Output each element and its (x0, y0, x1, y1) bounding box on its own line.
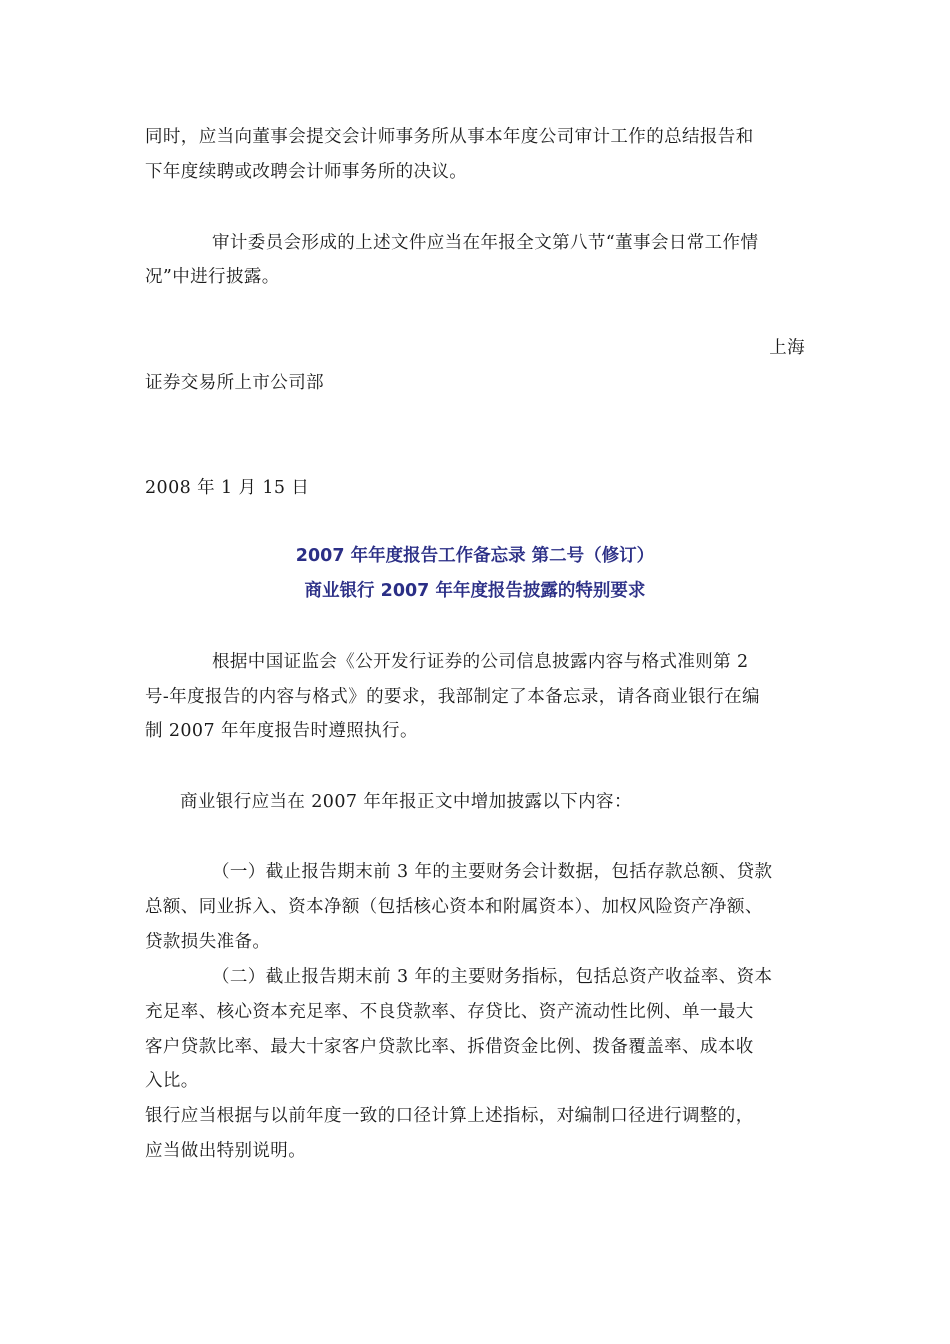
list-item-line: 客户贷款比率、最大十家客户贷款比率、拆借资金比例、拨备覆盖率、成本收 (145, 1037, 754, 1057)
paragraph-line: 商业银行应当在 2007 年年报正文中增加披露以下内容： (180, 792, 632, 812)
list-item-line: 充足率、核心资本充足率、不良贷款率、存贷比、资产流动性比例、单一最大 (145, 1002, 754, 1022)
list-item-line: 入比。 (145, 1071, 199, 1091)
memo-title: 2007 年年度报告工作备忘录 第二号（修订） (295, 546, 655, 566)
paragraph-line: 制 2007 年年度报告时遵照执行。 (145, 721, 418, 741)
list-item-line: 总额、同业拆入、资本净额（包括核心资本和附属资本）、加权风险资产净额、 (145, 897, 763, 917)
paragraph-line: 下年度续聘或改聘会计师事务所的决议。 (145, 162, 468, 182)
paragraph-line: 银行应当根据与以前年度一致的口径计算上述指标，对编制口径进行调整的， (145, 1106, 754, 1126)
memo-subtitle: 商业银行 2007 年年度报告披露的特别要求 (304, 581, 646, 601)
paragraph-line: 况”中进行披露。 (145, 267, 280, 287)
paragraph-line: 根据中国证监会《公开发行证券的公司信息披露内容与格式准则第 2 (212, 652, 749, 672)
signature-line: 证券交易所上市公司部 (145, 373, 324, 393)
paragraph-line: 号-年度报告的内容与格式》的要求，我部制定了本备忘录，请各商业银行在编 (145, 687, 760, 707)
list-item-line: （一）截止报告期末前 3 年的主要财务会计数据，包括存款总额、贷款 (212, 862, 773, 882)
date-line: 2008 年 1 月 15 日 (145, 478, 310, 498)
paragraph-line: 审计委员会形成的上述文件应当在年报全文第八节“董事会日常工作情 (212, 233, 759, 253)
signature-line: 上海 (769, 338, 805, 358)
list-item-line: 贷款损失准备。 (145, 932, 271, 952)
paragraph-line: 应当做出特别说明。 (145, 1141, 307, 1161)
paragraph-line: 同时，应当向董事会提交会计师事务所从事本年度公司审计工作的总结报告和 (145, 127, 754, 147)
list-item-line: （二）截止报告期末前 3 年的主要财务指标，包括总资产收益率、资本 (212, 967, 773, 987)
